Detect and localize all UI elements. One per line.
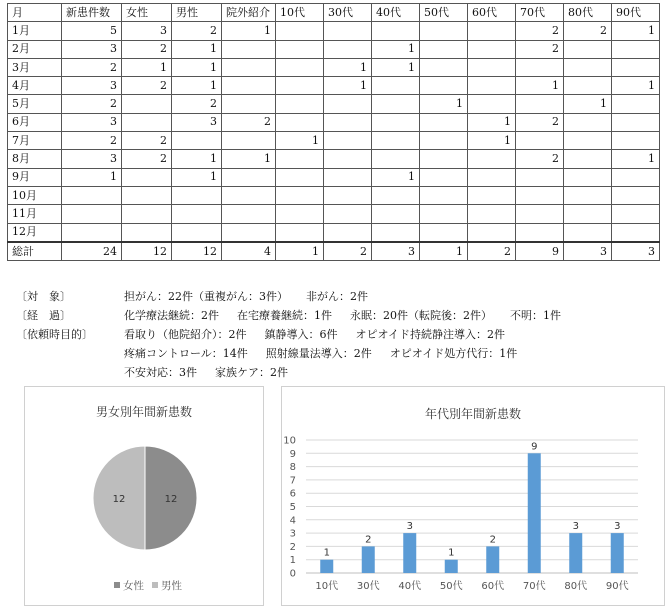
table-cell xyxy=(324,150,372,168)
table-cell xyxy=(468,223,516,242)
table-cell: 1 xyxy=(564,95,612,113)
bar-data-label: 1 xyxy=(323,547,330,559)
y-tick-label: 1 xyxy=(289,555,296,567)
bar-data-label: 3 xyxy=(572,521,579,533)
note-line xyxy=(124,325,666,344)
table-cell: 2 xyxy=(122,77,172,95)
bar xyxy=(611,533,624,573)
table-cell xyxy=(612,168,660,186)
table-row xyxy=(8,223,660,242)
note-lines xyxy=(124,287,666,306)
table-cell: 1 xyxy=(612,22,660,40)
table-cell: 1 xyxy=(172,58,222,76)
y-tick-label: 0 xyxy=(289,568,296,580)
table-cell: 1 xyxy=(276,242,324,261)
table-cell xyxy=(324,40,372,58)
table-cell: 4 xyxy=(222,242,276,261)
table-cell xyxy=(516,186,564,204)
table-cell xyxy=(276,77,324,95)
table-cell: 2 xyxy=(324,242,372,261)
table-cell: 3 xyxy=(172,113,222,131)
table-cell: 1 xyxy=(372,168,420,186)
table-cell xyxy=(420,186,468,204)
note-label: 〔対 象〕 xyxy=(16,290,71,303)
table-cell xyxy=(468,205,516,223)
table-cell xyxy=(420,150,468,168)
pie-legend xyxy=(25,578,263,593)
table-cell: 12 xyxy=(122,242,172,261)
row-label: 5月 xyxy=(8,95,62,113)
table-cell xyxy=(420,113,468,131)
row-label: 6月 xyxy=(8,113,62,131)
table-row xyxy=(8,205,660,223)
table-cell xyxy=(172,223,222,242)
x-tick-label: 30代 xyxy=(356,581,380,592)
notes-section xyxy=(16,287,666,382)
pie-chart-title: 男女別年間新患数 xyxy=(95,405,192,419)
table-cell xyxy=(612,223,660,242)
table-cell xyxy=(372,95,420,113)
column-header: 80代 xyxy=(564,4,612,22)
table-cell xyxy=(612,186,660,204)
bar-svg xyxy=(282,387,664,605)
table-row xyxy=(8,95,660,113)
table-cell xyxy=(122,95,172,113)
note-item: 非がん：2件 xyxy=(306,290,368,303)
bar xyxy=(486,546,499,573)
table-cell xyxy=(468,40,516,58)
note-item: 不安対応：3件 xyxy=(124,366,197,379)
row-label: 8月 xyxy=(8,150,62,168)
table-cell: 1 xyxy=(468,113,516,131)
table-cell xyxy=(276,186,324,204)
x-tick-label: 70代 xyxy=(522,581,546,592)
row-label: 9月 xyxy=(8,168,62,186)
y-tick-label: 10 xyxy=(283,435,296,447)
column-header: 男性 xyxy=(172,4,222,22)
table-cell: 2 xyxy=(122,40,172,58)
table-cell xyxy=(222,95,276,113)
table-cell: 2 xyxy=(172,95,222,113)
table-cell xyxy=(516,132,564,150)
note-item: 家族ケア：2件 xyxy=(215,366,288,379)
table-cell: 1 xyxy=(276,132,324,150)
note-line xyxy=(124,344,666,363)
table-cell xyxy=(276,168,324,186)
table-cell: 1 xyxy=(468,132,516,150)
table-cell: 1 xyxy=(222,22,276,40)
table-cell xyxy=(222,77,276,95)
table-cell xyxy=(420,132,468,150)
table-cell xyxy=(372,205,420,223)
table-cell: 2 xyxy=(516,113,564,131)
y-tick-label: 5 xyxy=(289,502,296,513)
note-line xyxy=(124,306,666,325)
bar-data-label: 3 xyxy=(614,521,621,533)
table-cell: 2 xyxy=(564,22,612,40)
note-item: 担がん：22件（重複がん：3件） xyxy=(124,290,288,303)
table-cell: 1 xyxy=(222,150,276,168)
column-header: 70代 xyxy=(516,4,564,22)
table-cell xyxy=(324,22,372,40)
table-cell xyxy=(612,132,660,150)
note-item: 看取り（他院紹介）：2件 xyxy=(124,328,247,341)
table-cell xyxy=(420,77,468,95)
table-cell xyxy=(172,132,222,150)
table-row xyxy=(8,168,660,186)
table-cell: 3 xyxy=(62,150,122,168)
pie-svg xyxy=(25,387,263,605)
table-cell: 1 xyxy=(420,95,468,113)
x-tick-label: 40代 xyxy=(398,581,422,592)
table-cell xyxy=(564,58,612,76)
column-header: 40代 xyxy=(372,4,420,22)
table-cell xyxy=(276,95,324,113)
y-tick-label: 7 xyxy=(289,475,296,487)
table-cell xyxy=(222,168,276,186)
row-label: 4月 xyxy=(8,77,62,95)
note-item: 鎮静導入：6件 xyxy=(264,328,338,341)
note-item: 化学療法継続：2件 xyxy=(124,309,219,322)
table-cell xyxy=(564,40,612,58)
y-tick-label: 4 xyxy=(289,515,296,527)
table-cell xyxy=(516,95,564,113)
table-cell xyxy=(276,58,324,76)
legend-swatch xyxy=(114,582,120,588)
column-header: 90代 xyxy=(612,4,660,22)
table-cell: 3 xyxy=(62,40,122,58)
y-tick-label: 9 xyxy=(289,448,296,460)
table-row xyxy=(8,186,660,204)
table-cell: 1 xyxy=(172,150,222,168)
note-lines xyxy=(124,306,666,325)
table-cell xyxy=(468,95,516,113)
table-cell xyxy=(222,205,276,223)
bar xyxy=(362,546,375,573)
table-cell: 2 xyxy=(122,132,172,150)
table-cell: 2 xyxy=(516,40,564,58)
table-cell xyxy=(172,205,222,223)
table-cell xyxy=(372,113,420,131)
row-label: 11月 xyxy=(8,205,62,223)
bar-data-label: 3 xyxy=(406,521,413,533)
table-cell: 2 xyxy=(62,132,122,150)
table-cell: 1 xyxy=(172,40,222,58)
total-row xyxy=(8,242,660,261)
table-cell xyxy=(324,95,372,113)
row-label: 7月 xyxy=(8,132,62,150)
table-row xyxy=(8,77,660,95)
table-cell: 2 xyxy=(516,22,564,40)
bar xyxy=(445,560,458,573)
table-cell xyxy=(564,132,612,150)
table-cell xyxy=(122,205,172,223)
table-cell xyxy=(372,150,420,168)
table-row xyxy=(8,132,660,150)
table-cell xyxy=(564,168,612,186)
table-cell: 1 xyxy=(516,77,564,95)
table-cell: 5 xyxy=(62,22,122,40)
table-cell xyxy=(420,168,468,186)
y-tick-label: 2 xyxy=(289,541,296,553)
table-cell xyxy=(222,58,276,76)
table-row xyxy=(8,40,660,58)
y-tick-label: 3 xyxy=(289,528,296,540)
table-cell: 2 xyxy=(62,95,122,113)
column-header: 院外紹介 xyxy=(222,4,276,22)
table-cell xyxy=(324,186,372,204)
table-cell xyxy=(372,132,420,150)
table-cell xyxy=(468,186,516,204)
table-cell xyxy=(516,58,564,76)
table-cell xyxy=(276,22,324,40)
table-cell xyxy=(276,113,324,131)
table-cell xyxy=(372,223,420,242)
bar-data-label: 2 xyxy=(489,534,496,546)
table-cell xyxy=(222,132,276,150)
table-cell: 1 xyxy=(372,40,420,58)
y-tick-label: 6 xyxy=(289,488,296,500)
table-cell xyxy=(564,113,612,131)
row-label: 総計 xyxy=(8,242,62,261)
row-label: 2月 xyxy=(8,40,62,58)
table-row xyxy=(8,113,660,131)
table-cell xyxy=(468,168,516,186)
table-cell xyxy=(324,223,372,242)
table-cell xyxy=(222,223,276,242)
table-cell: 3 xyxy=(612,242,660,261)
table-cell: 9 xyxy=(516,242,564,261)
table-cell: 3 xyxy=(372,242,420,261)
gender-pie-chart xyxy=(24,386,264,606)
table-row xyxy=(8,22,660,40)
bar-data-label: 2 xyxy=(365,534,372,546)
table-cell xyxy=(468,58,516,76)
table-cell xyxy=(122,168,172,186)
table-cell xyxy=(372,186,420,204)
table-cell: 1 xyxy=(62,168,122,186)
table-cell xyxy=(276,223,324,242)
table-cell xyxy=(122,113,172,131)
table-cell: 2 xyxy=(122,150,172,168)
column-header: 60代 xyxy=(468,4,516,22)
note-line xyxy=(124,287,666,306)
table-cell xyxy=(62,186,122,204)
note-item: 疼痛コントロール：14件 xyxy=(124,347,248,360)
table-cell xyxy=(564,77,612,95)
pie-data-label: 12 xyxy=(112,494,126,505)
table-cell: 1 xyxy=(420,242,468,261)
bar xyxy=(403,533,416,573)
bar xyxy=(569,533,582,573)
bar-data-label: 1 xyxy=(448,547,455,559)
table-cell: 3 xyxy=(564,242,612,261)
table-row xyxy=(8,58,660,76)
table-cell xyxy=(612,58,660,76)
bar-chart-title: 年代別年間新患数 xyxy=(424,407,521,421)
table-cell xyxy=(324,168,372,186)
note-item: 不明：1件 xyxy=(510,309,561,322)
table-cell: 2 xyxy=(172,22,222,40)
table-cell xyxy=(420,22,468,40)
table-cell xyxy=(62,223,122,242)
table-cell: 2 xyxy=(222,113,276,131)
table-cell xyxy=(372,77,420,95)
note-label: 〔依頼時目的〕 xyxy=(16,328,93,341)
table-cell: 24 xyxy=(62,242,122,261)
note-item: 永眠：20件（転院後：2件） xyxy=(350,309,492,322)
table-cell xyxy=(420,58,468,76)
table-cell xyxy=(276,205,324,223)
table-cell xyxy=(564,223,612,242)
table-cell xyxy=(420,205,468,223)
table-cell: 3 xyxy=(62,77,122,95)
x-tick-label: 10代 xyxy=(315,581,339,592)
table-cell xyxy=(420,40,468,58)
note-row xyxy=(16,306,666,325)
table-cell xyxy=(324,132,372,150)
table-cell xyxy=(324,113,372,131)
row-label: 3月 xyxy=(8,58,62,76)
table-cell xyxy=(172,186,222,204)
column-header: 30代 xyxy=(324,4,372,22)
note-row xyxy=(16,325,666,382)
table-cell xyxy=(612,205,660,223)
y-tick-label: 8 xyxy=(289,462,296,474)
table-cell: 2 xyxy=(468,242,516,261)
column-header: 女性 xyxy=(122,4,172,22)
table-cell: 2 xyxy=(516,150,564,168)
note-row xyxy=(16,287,666,306)
note-label: 〔経 過〕 xyxy=(16,309,71,322)
column-header: 50代 xyxy=(420,4,468,22)
table-cell xyxy=(564,205,612,223)
table-cell xyxy=(516,205,564,223)
table-cell xyxy=(612,113,660,131)
note-item: 在宅療養継続：1件 xyxy=(237,309,332,322)
row-label: 1月 xyxy=(8,22,62,40)
table-cell: 2 xyxy=(62,58,122,76)
table-cell xyxy=(468,77,516,95)
table-cell: 1 xyxy=(324,58,372,76)
x-tick-label: 60代 xyxy=(481,581,505,592)
table-cell xyxy=(420,223,468,242)
table-cell xyxy=(324,205,372,223)
table-row xyxy=(8,150,660,168)
table-cell: 1 xyxy=(172,77,222,95)
note-lines xyxy=(124,325,666,382)
age-bar-chart xyxy=(281,386,665,606)
table-cell xyxy=(222,40,276,58)
column-header: 月 xyxy=(8,4,62,22)
bar xyxy=(528,453,541,573)
table-cell xyxy=(612,95,660,113)
table-cell xyxy=(564,186,612,204)
column-header: 新患件数 xyxy=(62,4,122,22)
note-line xyxy=(124,363,666,382)
table-cell xyxy=(222,186,276,204)
table-cell xyxy=(276,150,324,168)
table-cell: 3 xyxy=(122,22,172,40)
column-header: 10代 xyxy=(276,4,324,22)
table-cell xyxy=(122,223,172,242)
table-cell: 1 xyxy=(372,58,420,76)
table-cell: 12 xyxy=(172,242,222,261)
bar-data-label: 9 xyxy=(531,441,538,453)
legend-swatch xyxy=(152,582,158,588)
note-item: オピオイド処方代行：1件 xyxy=(389,347,518,360)
table-cell xyxy=(516,223,564,242)
pie-data-label: 12 xyxy=(164,494,178,505)
table-cell xyxy=(276,40,324,58)
table-cell xyxy=(372,22,420,40)
table-cell xyxy=(468,150,516,168)
table-cell: 1 xyxy=(324,77,372,95)
legend-label: 男性 xyxy=(161,580,182,592)
monthly-stats-table xyxy=(7,3,660,261)
table-cell: 1 xyxy=(172,168,222,186)
row-label: 10月 xyxy=(8,186,62,204)
note-item: オピオイド持続静注導入：2件 xyxy=(355,328,505,341)
row-label: 12月 xyxy=(8,223,62,242)
x-tick-label: 80代 xyxy=(564,581,588,592)
table-header-row xyxy=(8,4,660,22)
table-cell: 1 xyxy=(612,150,660,168)
x-tick-label: 50代 xyxy=(439,581,463,592)
table-cell xyxy=(468,22,516,40)
table-cell xyxy=(516,168,564,186)
bar xyxy=(320,560,333,573)
table-cell: 1 xyxy=(122,58,172,76)
table-cell xyxy=(62,205,122,223)
table-cell xyxy=(122,186,172,204)
x-tick-label: 90代 xyxy=(605,581,629,592)
note-item: 照射線量法導入：2件 xyxy=(265,347,372,360)
table-cell xyxy=(612,40,660,58)
legend-label: 女性 xyxy=(123,580,144,592)
table-cell: 3 xyxy=(62,113,122,131)
table-cell xyxy=(564,150,612,168)
table-cell: 1 xyxy=(612,77,660,95)
